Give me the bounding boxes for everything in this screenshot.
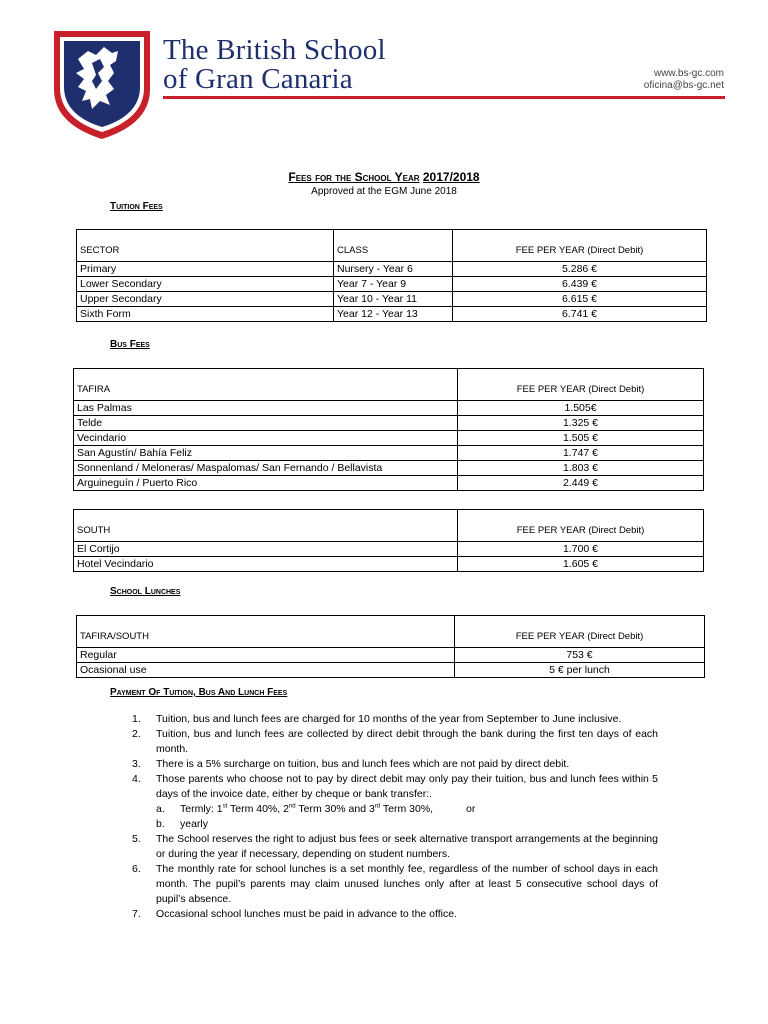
table-header-row <box>74 369 704 401</box>
table-cell: 1.803 € <box>458 461 704 476</box>
table-cell: Primary <box>77 262 334 277</box>
table-row <box>74 416 704 431</box>
table-cell: 1.747 € <box>458 446 704 461</box>
sub-item-yearly <box>130 817 658 832</box>
table-cell: Vecindario <box>74 431 458 446</box>
school-name <box>163 36 386 94</box>
sub-text: Term 30% and 3 <box>295 803 375 815</box>
sub-text: yearly <box>180 818 209 830</box>
email-link[interactable]: oficina@bs-gc.net <box>643 80 724 91</box>
table-row <box>74 401 704 416</box>
table-cell: Year 12 - Year 13 <box>334 307 453 322</box>
table-cell: Hotel Vecindario <box>74 557 458 572</box>
list-text: The School reserves the right to adjust bus fees or seek alternative transport arrangements at the beginning or during the year if necessary, depending on student numbers. <box>156 833 658 860</box>
table-cell: 2.449 € <box>458 476 704 491</box>
table-cell: 1.605 € <box>458 557 704 572</box>
table-cell: 6.741 € <box>453 307 707 322</box>
table-cell: Lower Secondary <box>77 277 334 292</box>
header-cell: FEE PER YEAR (Direct Debit) <box>455 616 705 648</box>
header-cell: SECTOR <box>77 230 334 262</box>
table-header-row <box>77 616 705 648</box>
list-number: 3. <box>132 758 141 770</box>
header-cell: FEE PER YEAR (Direct Debit) <box>458 369 704 401</box>
sub-letter: a. <box>156 803 165 815</box>
list-number: 1. <box>132 713 141 725</box>
table-cell: Ocasional use <box>77 663 455 678</box>
table-cell: 6.439 € <box>453 277 707 292</box>
bus-heading: Bus Fees <box>110 339 150 350</box>
tuition-heading: Tuition Fees <box>110 201 163 212</box>
table-cell: 753 € <box>455 648 705 663</box>
list-item <box>130 712 658 727</box>
list-text: The monthly rate for school lunches is a set monthly fee, regardless of the number of school days in each month. The pupil’s parents may claim unused lunches only after at least 5 consecutive school days of pupil’s absence. <box>156 863 658 905</box>
table-cell: Telde <box>74 416 458 431</box>
list-number: 5. <box>132 833 141 845</box>
table-row <box>77 277 707 292</box>
payment-heading: Payment Of Tuition, Bus And Lunch Fees <box>110 687 288 698</box>
list-text: There is a 5% surcharge on tuition, bus and lunch fees which are not paid by direct debit. <box>156 758 570 770</box>
table-cell: San Agustín/ Bahía Feliz <box>74 446 458 461</box>
table-cell: Year 10 - Year 11 <box>334 292 453 307</box>
school-name-line1: The British School <box>163 34 386 66</box>
header-cell: CLASS <box>334 230 453 262</box>
table-cell: Sixth Form <box>77 307 334 322</box>
table-cell: Arguineguín / Puerto Rico <box>74 476 458 491</box>
superscript: nd <box>288 803 296 810</box>
title-year: 2017/2018 <box>422 170 480 184</box>
list-text: Tuition, bus and lunch fees are collected by direct debit through the bank during the first ten days of each month. <box>156 728 658 755</box>
bus-tafira-table <box>73 368 704 491</box>
header-cell: FEE PER YEAR (Direct Debit) <box>458 510 704 542</box>
sub-text: Term 40%, 2 <box>227 803 289 815</box>
list-text: Those parents who choose not to pay by direct debit may only pay their tuition, bus and lunch fees within 5 days of the invoice date, either by cheque or bank transfer:. <box>156 773 658 800</box>
header-cell: TAFIRA <box>74 369 458 401</box>
list-item <box>130 757 658 772</box>
sub-letter: b. <box>156 818 165 830</box>
sub-or: or <box>466 803 476 815</box>
list-number: 7. <box>132 908 141 920</box>
superscript: rd <box>374 803 381 810</box>
table-header-row <box>74 510 704 542</box>
table-row <box>74 542 704 557</box>
list-text: Occasional school lunches must be paid in advance to the office. <box>156 908 457 920</box>
table-cell: 1.325 € <box>458 416 704 431</box>
superscript: st <box>222 803 228 810</box>
header-rule <box>163 96 725 99</box>
table-cell: 1.505€ <box>458 401 704 416</box>
tuition-table <box>76 229 707 322</box>
table-row <box>74 476 704 491</box>
table-cell: Sonnenland / Meloneras/ Maspalomas/ San Fernando / Bellavista <box>74 461 458 476</box>
table-row <box>74 431 704 446</box>
document-subtitle: Approved at the EGM June 2018 <box>311 186 457 197</box>
school-name-line2: of Gran Canaria <box>163 63 353 95</box>
table-row <box>74 446 704 461</box>
table-row <box>74 557 704 572</box>
list-item <box>130 862 658 907</box>
document-title <box>0 170 768 184</box>
school-crest-logo <box>52 29 152 141</box>
sub-item-termly <box>130 802 658 817</box>
website-link[interactable]: www.bs-gc.com <box>653 68 724 79</box>
sub-text: Termly: 1 <box>180 803 223 815</box>
table-row <box>77 663 705 678</box>
header-cell: SOUTH <box>74 510 458 542</box>
table-cell: Nursery - Year 6 <box>334 262 453 277</box>
list-number: 4. <box>132 773 141 785</box>
table-cell: 5 € per lunch <box>455 663 705 678</box>
table-cell: 1.700 € <box>458 542 704 557</box>
table-row <box>77 307 707 322</box>
list-item <box>130 727 658 757</box>
table-row <box>77 262 707 277</box>
table-cell: El Cortijo <box>74 542 458 557</box>
table-cell: Las Palmas <box>74 401 458 416</box>
table-cell: Upper Secondary <box>77 292 334 307</box>
lunches-heading: School Lunches <box>110 586 181 597</box>
table-cell: 5.286 € <box>453 262 707 277</box>
table-row <box>77 292 707 307</box>
table-row <box>74 461 704 476</box>
table-cell: 6.615 € <box>453 292 707 307</box>
header-cell: FEE PER YEAR (Direct Debit) <box>453 230 707 262</box>
header-cell: TAFIRA/SOUTH <box>77 616 455 648</box>
list-number: 2. <box>132 728 141 740</box>
table-cell: Year 7 - Year 9 <box>334 277 453 292</box>
table-header-row <box>77 230 707 262</box>
list-item <box>130 772 658 802</box>
list-item <box>130 832 658 862</box>
table-row <box>77 648 705 663</box>
table-cell: Regular <box>77 648 455 663</box>
sub-text: Term 30%, <box>380 803 434 815</box>
list-item <box>130 907 658 922</box>
table-cell: 1.505 € <box>458 431 704 446</box>
list-text: Tuition, bus and lunch fees are charged for 10 months of the year from September to June inclusive. <box>156 713 622 725</box>
bus-south-table <box>73 509 704 572</box>
lunches-table <box>76 615 705 678</box>
title-text: Fees for the School Year <box>288 170 420 184</box>
payment-list <box>130 712 658 922</box>
contact-info <box>644 68 724 92</box>
list-number: 6. <box>132 863 141 875</box>
